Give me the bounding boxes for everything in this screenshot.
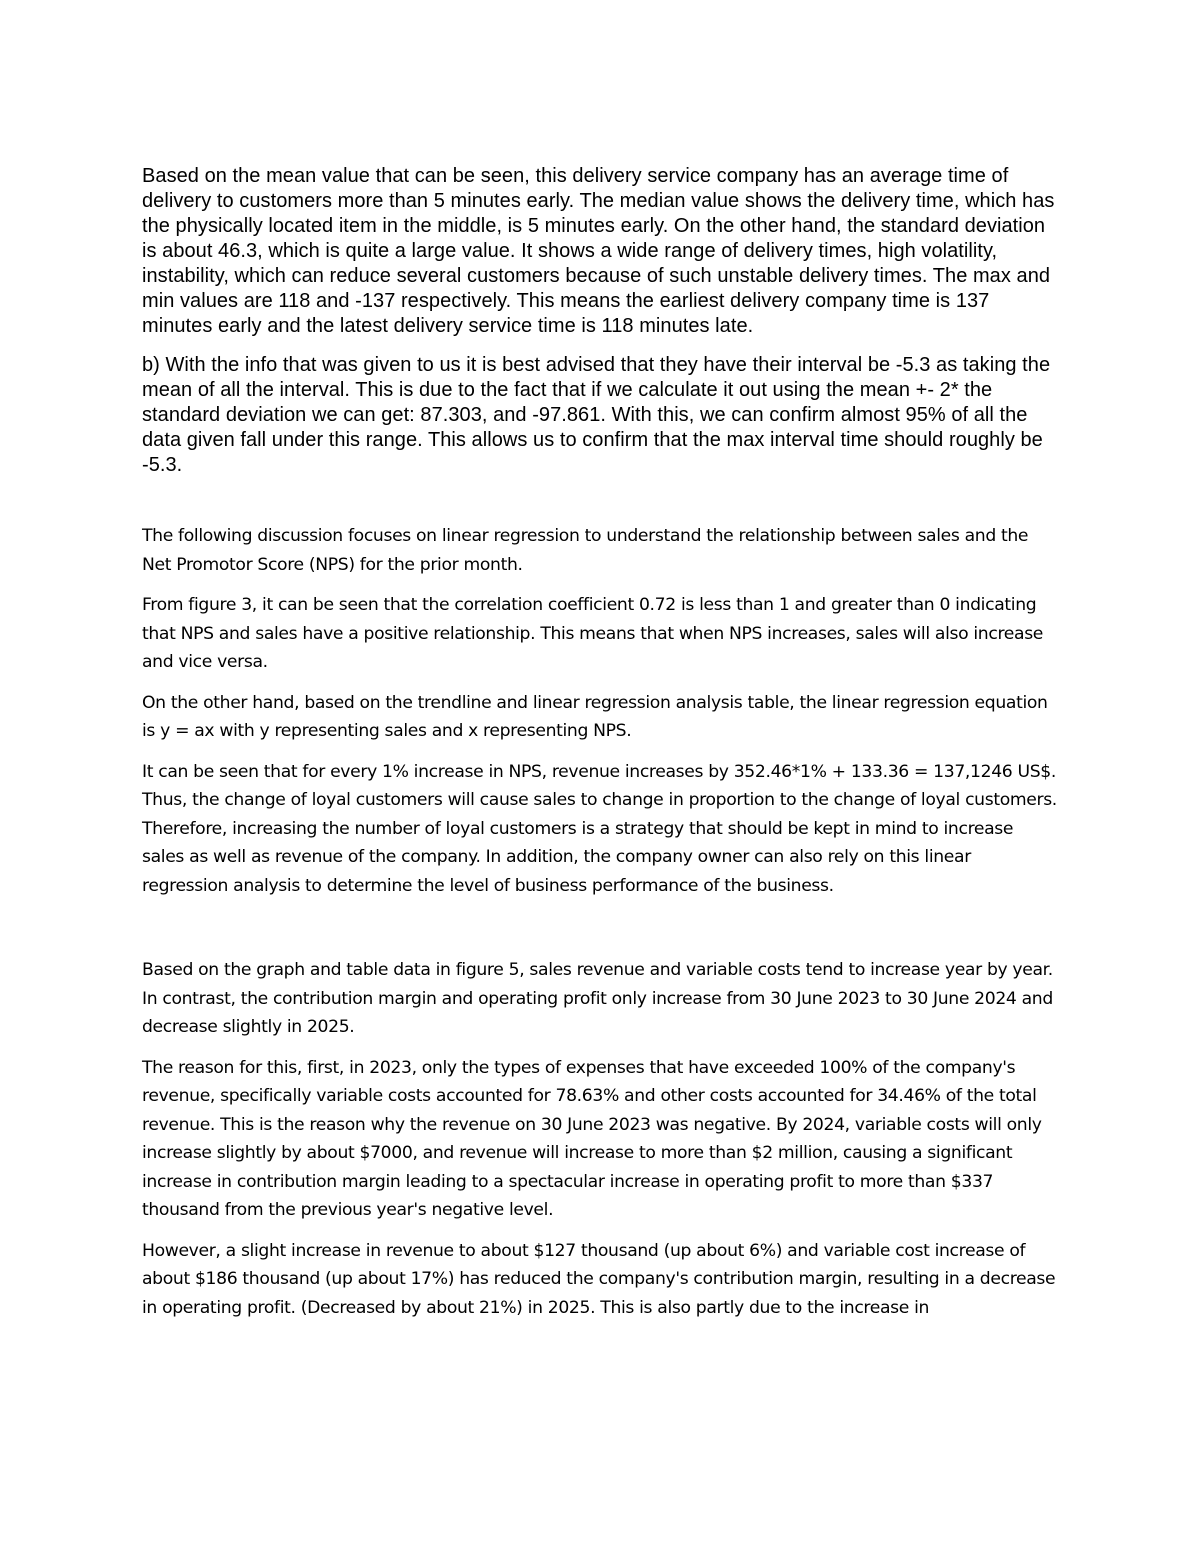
paragraph: b) With the info that was given to us it is best advised that they have their interval be -5.3 as taking the mean of all the interval. This is due to the fact that if we calculate it out using the mean +- 2* the standard deviation we can get: 87.303, and -97.861. With this, we can confirm almost 95% of all the data given fall under this range. This allows us to confirm that the max interval time should roughly be -5.3. bbox=[142, 354, 1051, 476]
paragraph: From figure 3, it can be seen that the correlation coefficient 0.72 is less than 1 and greater than 0 indicating that NPS and sales have a positive relationship. This means that when NPS increases, sales will also increase and vice versa. bbox=[142, 595, 1044, 672]
paragraph: The reason for this, first, in 2023, only the types of expenses that have exceeded 100% of the company's revenue, specifically variable costs accounted for 78.63% and other costs accounted for 34.46% of the total revenue. This is the reason why the revenue on 30 June 2023 was negative. By 2024, variable costs will only increase slightly by about $7000, and revenue will increase to more than $2 million, causing a significant increase in contribution margin leading to a spectacular increase in operating profit to more than $337 thousand from the previous year's negative level. bbox=[142, 1057, 1042, 1220]
paragraph: Based on the graph and table data in figure 5, sales revenue and variable costs tend to increase year by year. In contrast, the contribution margin and operating profit only increase from 30 June 2023 to 30 June 2024 and decrease slightly in 2025. bbox=[142, 960, 1053, 1037]
paragraph: On the other hand, based on the trendline and linear regression analysis table, the linear regression equation is y = ax with y representing sales and x representing NPS. bbox=[142, 692, 1048, 741]
paragraph: The following discussion focuses on linear regression to understand the relationship between sales and the Net Promotor Score (NPS) for the prior month. bbox=[142, 526, 1029, 575]
paragraph: However, a slight increase in revenue to about $127 thousand (up about 6%) and variable cost increase of about $186 thousand (up about 17%) has reduced the company's contribution margin, resulting in a decrease in operating profit. (Decreased by about 21%) in 2025. This is also partly due to the increase in bbox=[142, 1240, 1056, 1318]
revenue-analysis-section bbox=[142, 956, 1058, 1322]
paragraph: It can be seen that for every 1% increase in NPS, revenue increases by 352.46*1% + 133.36 = 137,1246 US$. Thus, the change of loyal customers will cause sales to change in proportion to the change of loyal customers. Therefore, increasing the number of loyal customers is a strategy that should be kept in mind to increase sales as well as revenue of the company. In addition, the company owner can also rely on this linear regression analysis to determine the level of business performance of the business. bbox=[142, 761, 1057, 896]
regression-analysis-section bbox=[142, 522, 1058, 900]
delivery-analysis-section bbox=[142, 164, 1058, 478]
paragraph: Based on the mean value that can be seen, this delivery service company has an average time of delivery to customers more than 5 minutes early. The median value shows the delivery time, which has the physically located item in the middle, is 5 minutes early. On the other hand, the standard deviation is about 46.3, which is quite a large value. It shows a wide range of delivery times, high volatility, instability, which can reduce several customers because of such unstable delivery times. The max and min values are 118 and -137 respectively. This means the earliest delivery company time is 137 minutes early and the latest delivery service time is 118 minutes late. bbox=[142, 165, 1055, 337]
document-body bbox=[142, 164, 1058, 1334]
